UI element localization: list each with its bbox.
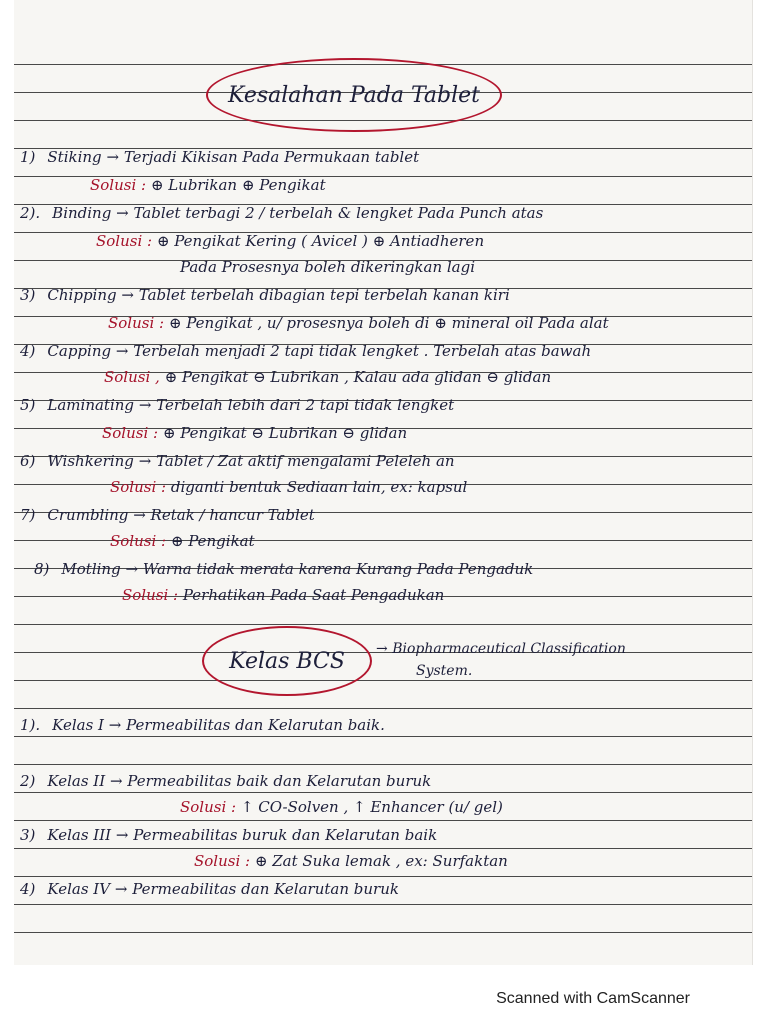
- ruled-line: [14, 736, 752, 737]
- item-1: [20, 148, 419, 166]
- title-kelas-bcs: [202, 626, 372, 696]
- solusi-text: Pada Prosesnya boleh dikeringkan lagi: [180, 258, 476, 276]
- arrow-icon: →: [138, 396, 152, 414]
- item-7: [20, 506, 315, 524]
- title-text: Kesalahan Pada Tablet: [227, 82, 481, 108]
- item-term: Kelas III: [47, 826, 112, 844]
- ruled-line: [14, 848, 752, 849]
- arrow-icon: →: [376, 641, 393, 657]
- item-term: Stiking: [47, 148, 102, 166]
- solusi-text: ⊕ Pengikat ⊖ Lubrikan , Kalau ada glidan ⊖ glidan: [164, 368, 552, 386]
- arrow-icon: →: [121, 286, 134, 304]
- arrow-icon: →: [106, 148, 120, 166]
- solusi-4: [104, 368, 551, 386]
- item-term: Binding: [52, 204, 112, 222]
- solusi-6: [110, 478, 467, 496]
- item-term: Chipping: [47, 286, 117, 304]
- item-term: Wishkering: [47, 452, 134, 470]
- item-number: 5): [20, 396, 36, 414]
- item-text: Permeabilitas baik dan Kelarutan buruk: [127, 772, 432, 790]
- item-number: 6): [20, 452, 36, 470]
- ruled-line: [14, 876, 752, 877]
- arrow-icon: →: [138, 452, 152, 470]
- arrow-icon: →: [115, 342, 129, 360]
- solusi-text: ⊕ Pengikat ⊖ Lubrikan ⊖ glidan: [162, 424, 408, 442]
- solusi-label: Solusi :: [96, 232, 153, 250]
- item-term: Kelas II: [47, 772, 106, 790]
- item-text: Retak / hancur Tablet: [150, 506, 315, 524]
- item-term: Capping: [47, 342, 112, 360]
- item-text: Tablet terbelah dibagian tepi terbelah kanan kiri: [138, 286, 510, 304]
- solusi-label: Solusi :: [122, 586, 179, 604]
- solusi-8: [122, 586, 444, 604]
- arrow-icon: →: [114, 880, 128, 898]
- solusi-label: Solusi :: [90, 176, 147, 194]
- item-text: Tablet terbagi 2 / terbelah & lengket Pada Punch atas: [133, 204, 544, 222]
- item-term: Kelas I: [52, 716, 104, 734]
- ruled-line: [14, 932, 752, 933]
- solusi-text: diganti bentuk Sediaan lain, ex: kapsul: [170, 478, 468, 496]
- solusi-2: [96, 232, 484, 250]
- item-text: Terbelah lebih dari 2 tapi tidak lengket: [156, 396, 455, 414]
- item-number: 1).: [20, 716, 41, 734]
- arrow-icon: →: [108, 716, 122, 734]
- title-kesalahan-pada-tablet: [206, 58, 502, 132]
- solusi-1: [90, 176, 326, 194]
- arrow-icon: →: [115, 826, 129, 844]
- notebook-page: [14, 0, 753, 965]
- solusi-text: ⊕ Pengikat , u/ prosesnya boleh di ⊕ mineral oil Pada alat: [168, 314, 609, 332]
- kelas-2-solusi: [180, 798, 503, 816]
- solusi-text: ⊕ Lubrikan ⊕ Pengikat: [150, 176, 326, 194]
- kelas-3: [20, 826, 437, 844]
- item-3: [20, 286, 510, 304]
- item-text: Permeabilitas dan Kelarutan buruk: [132, 880, 399, 898]
- solusi-2-note: [180, 258, 475, 276]
- item-8: [34, 560, 533, 578]
- solusi-text: ↑ CO-Solven , ↑ Enhancer (u/ gel): [240, 798, 503, 816]
- bcs-note-line-1: Biopharmaceutical Classification: [392, 641, 626, 657]
- arrow-icon: →: [116, 204, 129, 222]
- kelas-4: [20, 880, 399, 898]
- solusi-label: Solusi :: [110, 532, 167, 550]
- solusi-text: ⊕ Pengikat Kering ( Avicel ) ⊕ Antiadheren: [156, 232, 485, 250]
- ruled-line: [14, 792, 752, 793]
- item-number: 3): [20, 286, 36, 304]
- item-term: Kelas IV: [47, 880, 111, 898]
- item-5: [20, 396, 454, 414]
- arrow-icon: →: [109, 772, 123, 790]
- solusi-5: [102, 424, 407, 442]
- item-term: Motling: [61, 560, 121, 578]
- ruled-line: [14, 904, 752, 905]
- item-number: 1): [20, 148, 36, 166]
- item-text: Warna tidak merata karena Kurang Pada Pengaduk: [142, 560, 534, 578]
- solusi-label: Solusi :: [194, 852, 251, 870]
- ruled-line: [14, 708, 752, 709]
- scanner-watermark: Scanned with CamScanner: [496, 990, 690, 1007]
- item-number: 4): [20, 342, 36, 360]
- arrow-icon: →: [125, 560, 139, 578]
- kelas-2: [20, 772, 431, 790]
- item-6: [20, 452, 455, 470]
- item-2: [20, 204, 543, 222]
- ruled-line: [14, 624, 752, 625]
- item-term: Laminating: [47, 396, 135, 414]
- kelas-3-solusi: [194, 852, 508, 870]
- item-number: 2): [20, 772, 36, 790]
- ruled-line: [14, 820, 752, 821]
- solusi-text: Perhatikan Pada Saat Pengadukan: [182, 586, 445, 604]
- ruled-line: [14, 764, 752, 765]
- title-text: Kelas BCS: [229, 648, 345, 674]
- solusi-label: Solusi ,: [104, 368, 160, 386]
- item-text: Terbelah menjadi 2 tapi tidak lengket . Terbelah atas bawah: [133, 342, 592, 360]
- item-term: Crumbling: [47, 506, 129, 524]
- solusi-label: Solusi :: [102, 424, 159, 442]
- solusi-3: [108, 314, 609, 332]
- item-text: Terjadi Kikisan Pada Permukaan tablet: [123, 148, 420, 166]
- bcs-note-line-2: System.: [416, 663, 473, 679]
- item-number: 8): [34, 560, 50, 578]
- item-number: 7): [20, 506, 36, 524]
- item-number: 4): [20, 880, 36, 898]
- item-text: Permeabilitas buruk dan Kelarutan baik: [133, 826, 438, 844]
- solusi-label: Solusi :: [110, 478, 167, 496]
- solusi-label: Solusi :: [180, 798, 237, 816]
- item-text: Permeabilitas dan Kelarutan baik.: [126, 716, 385, 734]
- solusi-text: ⊕ Pengikat: [170, 532, 255, 550]
- kelas-1: [20, 716, 385, 734]
- item-4: [20, 342, 591, 360]
- item-number: 2).: [20, 204, 41, 222]
- bcs-definition: [376, 638, 626, 682]
- solusi-7: [110, 532, 255, 550]
- arrow-icon: →: [133, 506, 146, 524]
- item-number: 3): [20, 826, 36, 844]
- solusi-text: ⊕ Zat Suka lemak , ex: Surfaktan: [254, 852, 508, 870]
- solusi-label: Solusi :: [108, 314, 165, 332]
- bleed-through-marks: [594, 48, 744, 128]
- item-text: Tablet / Zat aktif mengalami Peleleh an: [156, 452, 455, 470]
